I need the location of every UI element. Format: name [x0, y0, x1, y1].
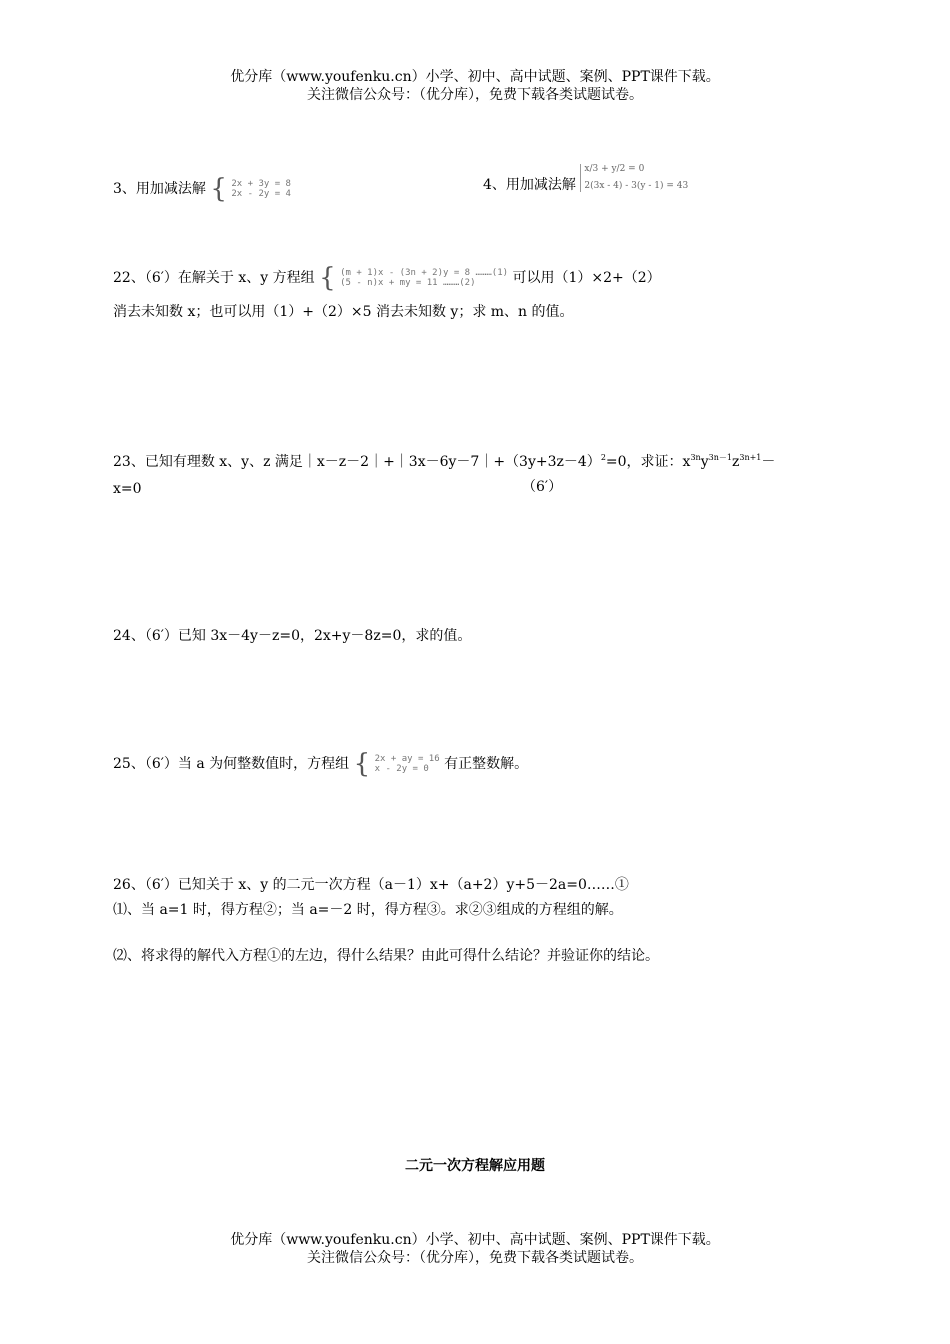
footer-line-1: 优分库（www.youfenku.cn）小学、初中、高中试题、案例、PPT课件下载。 [230, 1232, 720, 1248]
question-26-line-1: 26、（6′）已知关于 x、y 的二元一次方程（a－1）x+（a+2）y+5－2a=0……① [113, 877, 629, 893]
header-line-2: 关注微信公众号：（优分库），免费下载各类试题试卷。 [307, 87, 643, 103]
question-25-eq1: 2x + ay = 16 [374, 754, 440, 764]
question-4 [483, 164, 689, 194]
question-3-eq2: 2x - 2y = 4 [231, 189, 291, 199]
question-23-text-b: =0，求证：x [605, 454, 691, 470]
section-title: 二元一次方程解应用题 [405, 1158, 545, 1174]
question-3 [113, 176, 291, 202]
question-26-part-1: ⑴、当 a=1 时，得方程②；当 a=－2 时，得方程③。求②③组成的方程组的解。 [113, 902, 623, 918]
question-24: 24、（6′）已知 3x－4y－z=0，2x+y－8z=0，求的值。 [113, 628, 472, 644]
question-23-text: 23、已知有理数 x、y、z 满足｜x－z－2｜+｜3x－6y－7｜+（3y+3z－4） [113, 454, 601, 470]
exponent-y: 3n－1 [708, 453, 732, 462]
question-4-label: 4、用加减法解 [483, 177, 576, 193]
exponent-x: 3n [690, 453, 701, 462]
question-4-eq1: x/3 + y/2 = 0 [584, 164, 645, 174]
question-22-line-1 [113, 265, 661, 291]
question-26-part-2: ⑵、将求得的解代入方程①的左边，得什么结果？由此可得什么结论？并验证你的结论。 [113, 948, 659, 964]
question-25-system [354, 751, 440, 777]
brace-icon: { [353, 749, 371, 779]
question-4-system [580, 164, 688, 192]
brace-icon: { [319, 263, 336, 293]
exponent-z: 3n+1 [739, 453, 762, 462]
question-22-eq2: (5 - n)x + my = 11 ………(2) [340, 278, 476, 288]
question-23-line-2: x=0 [113, 481, 142, 497]
question-4-eq2: 2(3x - 4) - 3(y - 1) = 43 [584, 181, 689, 191]
minus-sign: － [761, 454, 776, 470]
question-25 [113, 751, 528, 777]
square-exponent: 2 [600, 453, 606, 462]
var-y: y [700, 454, 709, 470]
question-23-line-1 [113, 453, 775, 471]
question-23-score: （6′） [522, 479, 563, 495]
question-3-system [210, 176, 291, 202]
question-22-line-2: 消去未知数 x；也可以用（1）+（2）×5 消去未知数 y；求 m、n 的值。 [113, 304, 574, 320]
footer-line-2: 关注微信公众号：（优分库），免费下载各类试题试卷。 [307, 1250, 643, 1266]
question-3-label: 3、用加减法解 [113, 181, 206, 197]
question-3-eq1: 2x + 3y = 8 [231, 179, 291, 189]
question-25-prefix: 25、（6′）当 a 为何整数值时，方程组 [113, 756, 350, 772]
question-22-system [319, 265, 508, 291]
question-25-suffix: 有正整数解。 [444, 756, 529, 772]
question-22-eq1: (m + 1)x - (3n + 2)y = 8 ………(1) [340, 268, 509, 278]
question-22-suffix: 可以用（1）×2+（2） [512, 270, 661, 286]
header-line-1: 优分库（www.youfenku.cn）小学、初中、高中试题、案例、PPT课件下载。 [230, 69, 720, 85]
question-25-eq2: x - 2y = 0 [374, 764, 429, 774]
var-z: z [731, 454, 740, 470]
question-22-prefix: 22、（6′）在解关于 x、y 方程组 [113, 270, 315, 286]
brace-icon: { [210, 174, 227, 204]
